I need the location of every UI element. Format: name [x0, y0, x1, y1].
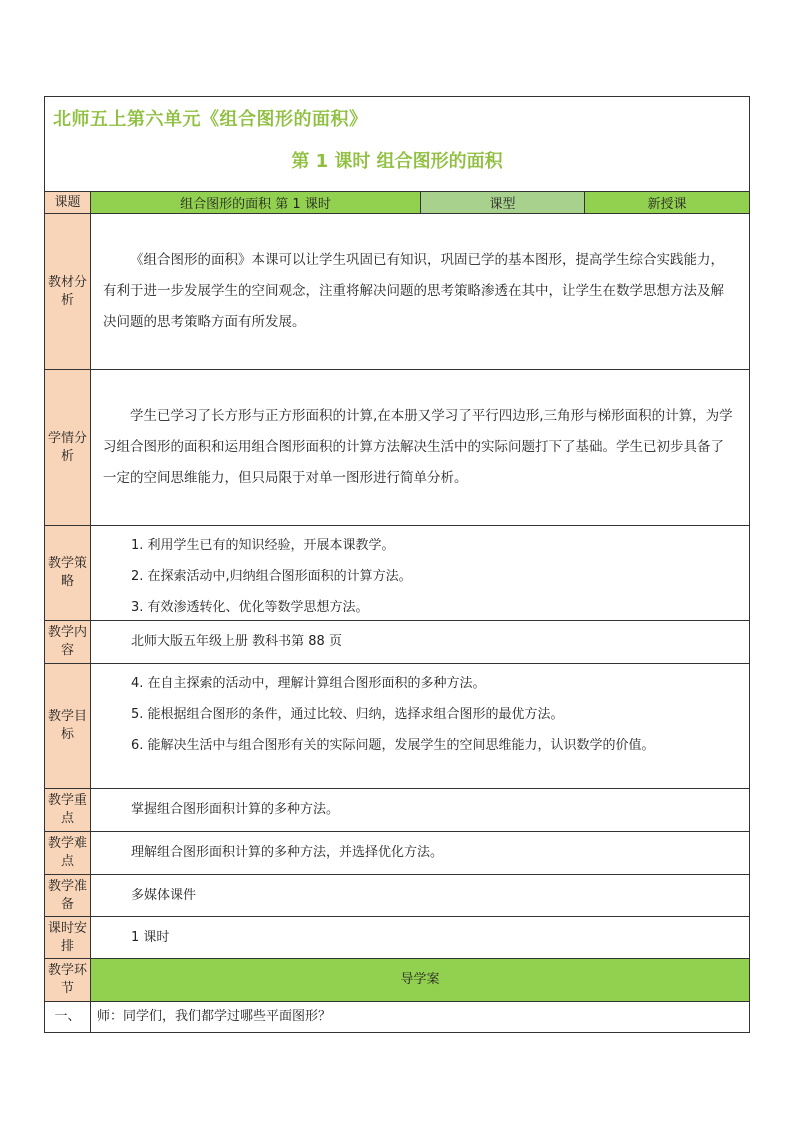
- difficulty-row: [45, 832, 749, 875]
- goals-row: [45, 664, 749, 789]
- row-label-schedule: 课时安排: [45, 917, 91, 958]
- table-header: [45, 97, 749, 192]
- document-title: 北师五上第六单元《组合图形的面积》: [53, 109, 368, 130]
- material-row: [45, 214, 749, 370]
- row-label-strategy: 教学策略: [45, 526, 91, 620]
- row-label-topic: 课题: [45, 192, 91, 213]
- process-row: [45, 959, 749, 1002]
- row-label-key: 教学重点: [45, 789, 91, 831]
- list-item: 2. 在探索活动中,归纳组合图形面积的计算方法。: [131, 569, 412, 584]
- row-label-prep: 教学准备: [45, 875, 91, 916]
- students-text: 学生已学习了长方形与正方形面积的计算,在本册又学习了平行四边形,三角形与梯形面积的计算，为学习组合图形的面积和运用组合图形面积的计算方法解决生活中的实际问题打下了基础。学生已初步具备了一定的空间思维能力，但只局限于对单一图形进行简单分析。: [103, 408, 733, 486]
- row-label-goals: 教学目标: [45, 664, 91, 788]
- key-row: [45, 789, 749, 832]
- prep-row: [45, 875, 749, 917]
- list-item: 4. 在自主探索的活动中，理解计算组合图形面积的多种方法。: [131, 676, 486, 691]
- row-label-difficulty: 教学难点: [45, 832, 91, 874]
- students-row: [45, 370, 749, 526]
- content-row: [45, 621, 749, 664]
- row-label-step1: 一、: [45, 1002, 91, 1032]
- step1-text: 师：同学们，我们都学过哪些平面图形？: [97, 1009, 332, 1024]
- process-header: 导学案: [91, 959, 749, 1001]
- schedule-text: 1 课时: [131, 929, 170, 945]
- schedule-row: [45, 917, 749, 959]
- goals-list: [91, 664, 749, 761]
- row-label-process: 教学环节: [45, 959, 91, 1001]
- type-value: 新授课: [585, 192, 749, 213]
- topic-row: [45, 192, 749, 214]
- lesson-title: 第 1 课时 组合图形的面积: [291, 151, 503, 172]
- list-item: 6. 能解决生活中与组合图形有关的实际问题，发展学生的空间思维能力，认识数学的价值。: [131, 738, 655, 753]
- material-text: 《组合图形的面积》本课可以让学生巩固已有知识，巩固已学的基本图形，提高学生综合实践能力，有利于进一步发展学生的空间观念，注重将解决问题的思考策略渗透在其中，让学生在数学思想方法及解决问题的思考策略方面有所发展。: [103, 252, 724, 330]
- difficulty-text: 理解组合图形面积计算的多种方法，并选择优化方法。: [131, 845, 444, 860]
- strategy-row: [45, 526, 749, 621]
- key-text: 掌握组合图形面积计算的多种方法。: [131, 802, 340, 817]
- list-item: 3. 有效渗透转化、优化等数学思想方法。: [131, 600, 369, 615]
- topic-value: 组合图形的面积 第 1 课时: [91, 192, 421, 213]
- row-label-material: 教材分析: [45, 214, 91, 369]
- lesson-plan-table: [44, 96, 750, 1033]
- list-item: 1. 利用学生已有的知识经验，开展本课教学。: [131, 538, 395, 553]
- step1-row: [45, 1002, 749, 1032]
- strategy-list: [91, 526, 749, 623]
- content-text: 北师大版五年级上册 教科书第 88 页: [131, 634, 342, 649]
- type-label: 课型: [421, 192, 585, 213]
- row-label-content: 教学内容: [45, 621, 91, 663]
- prep-text: 多媒体课件: [131, 887, 197, 903]
- row-label-students: 学情分析: [45, 370, 91, 525]
- list-item: 5. 能根据组合图形的条件，通过比较、归纳，选择求组合图形的最优方法。: [131, 707, 564, 722]
